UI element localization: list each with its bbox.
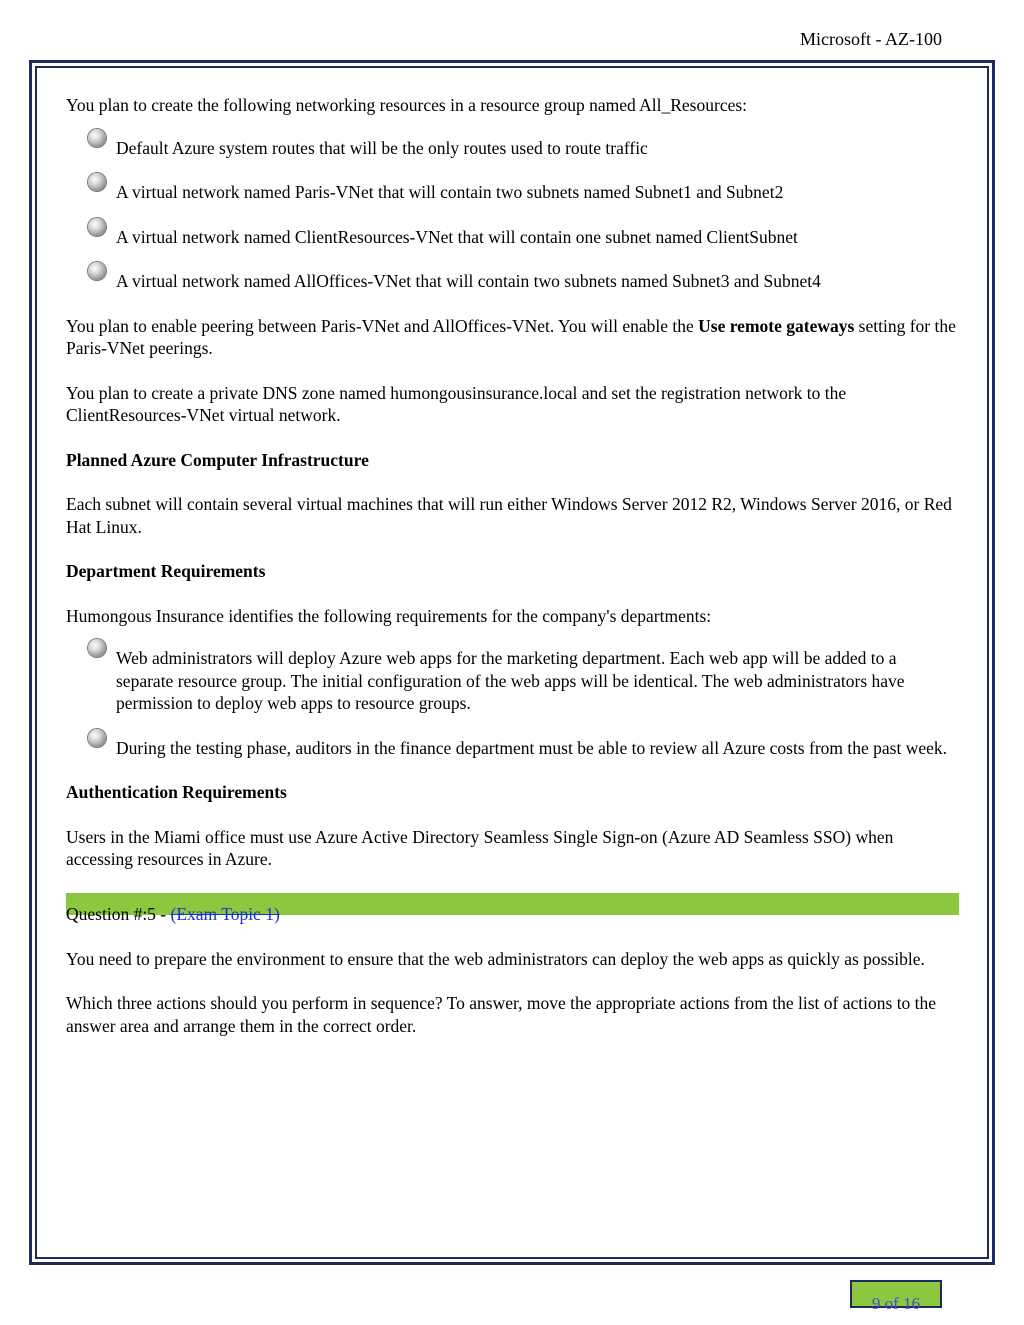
document-header-title: Microsoft - AZ-100	[800, 29, 942, 49]
peering-text-after: setting for the Paris-VNet peerings.	[66, 315, 956, 358]
infra-paragraph: Each subnet will contain several virtual machines that will run either Windows Server 2012 R2, Windows Server 2016, or Red Hat Linux.	[66, 494, 952, 537]
question-instructions: Which three actions should you perform in sequence? To answer, move the appropriate actions from the list of actions to the answer area and arrange them in the correct order.	[66, 993, 937, 1036]
list-item-text: A virtual network named ClientResources-VNet that will contain one subnet named ClientSubnet	[116, 226, 798, 247]
auth-paragraph: Users in the Miami office must use Azure Active Directory Seamless Single Sign-on (Azure AD Seamless SSO) when accessing resources in Azure.	[66, 826, 894, 869]
peering-setting-name: Use remote gateways	[698, 315, 855, 336]
bullet-icon	[88, 218, 106, 236]
list-item	[66, 181, 958, 204]
question-header	[66, 893, 958, 924]
bullet-icon	[88, 639, 106, 657]
bullet-icon	[88, 129, 106, 147]
bullet-icon	[88, 173, 106, 191]
exam-topic-link[interactable]: (Exam Topic 1)	[170, 903, 280, 924]
infra-heading: Planned Azure Computer Infrastructure	[66, 449, 369, 470]
question-label: Question #:5 -	[66, 903, 171, 924]
list-item-text: A virtual network named Paris-VNet that will contain two subnets named Subnet1 and Subnet2	[116, 182, 784, 202]
question-paragraph: You need to prepare the environment to ensure that the web administrators can deploy the web apps as quickly as possible.	[66, 948, 925, 969]
dns-paragraph: You plan to create a private DNS zone named humongousinsurance.local and set the registration network to the ClientResources-VNet virtual network.	[66, 382, 847, 425]
list-item-text: Default Azure system routes that will be the only routes used to route traffic	[116, 137, 648, 158]
auth-heading: Authentication Requirements	[66, 782, 287, 802]
page-content	[66, 94, 958, 1059]
list-item-text: During the testing phase, auditors in the finance department must be able to review all Azure costs from the past week.	[116, 737, 948, 758]
list-item-text: Web administrators will deploy Azure web apps for the marketing department. Each web app will be added to a separate resource group. The initial configuration of the web apps will be identical. The web administrators have permission to deploy web apps to resource groups.	[116, 648, 905, 713]
peering-paragraph	[66, 315, 958, 360]
dept-requirements-list	[66, 647, 958, 759]
question-title	[66, 903, 280, 926]
dept-intro: Humongous Insurance identifies the following requirements for the company's departments:	[66, 605, 712, 626]
bullet-icon	[88, 262, 106, 280]
dept-heading: Department Requirements	[66, 561, 266, 581]
list-item	[66, 226, 958, 249]
list-item-text: A virtual network named AllOffices-VNet that will contain two subnets named Subnet3 and Subnet4	[116, 271, 821, 291]
bullet-icon	[88, 729, 106, 747]
page-number: 9 of 16	[871, 1294, 921, 1313]
intro-paragraph: You plan to create the following networking resources in a resource group named All_Resources:	[66, 95, 748, 115]
peering-text-before: You plan to enable peering between Paris-VNet and AllOffices-VNet. You will enable the	[66, 315, 699, 336]
network-resources-list	[66, 137, 958, 293]
list-item	[66, 270, 958, 293]
list-item	[66, 737, 958, 760]
list-item	[66, 647, 958, 715]
list-item	[66, 137, 958, 160]
